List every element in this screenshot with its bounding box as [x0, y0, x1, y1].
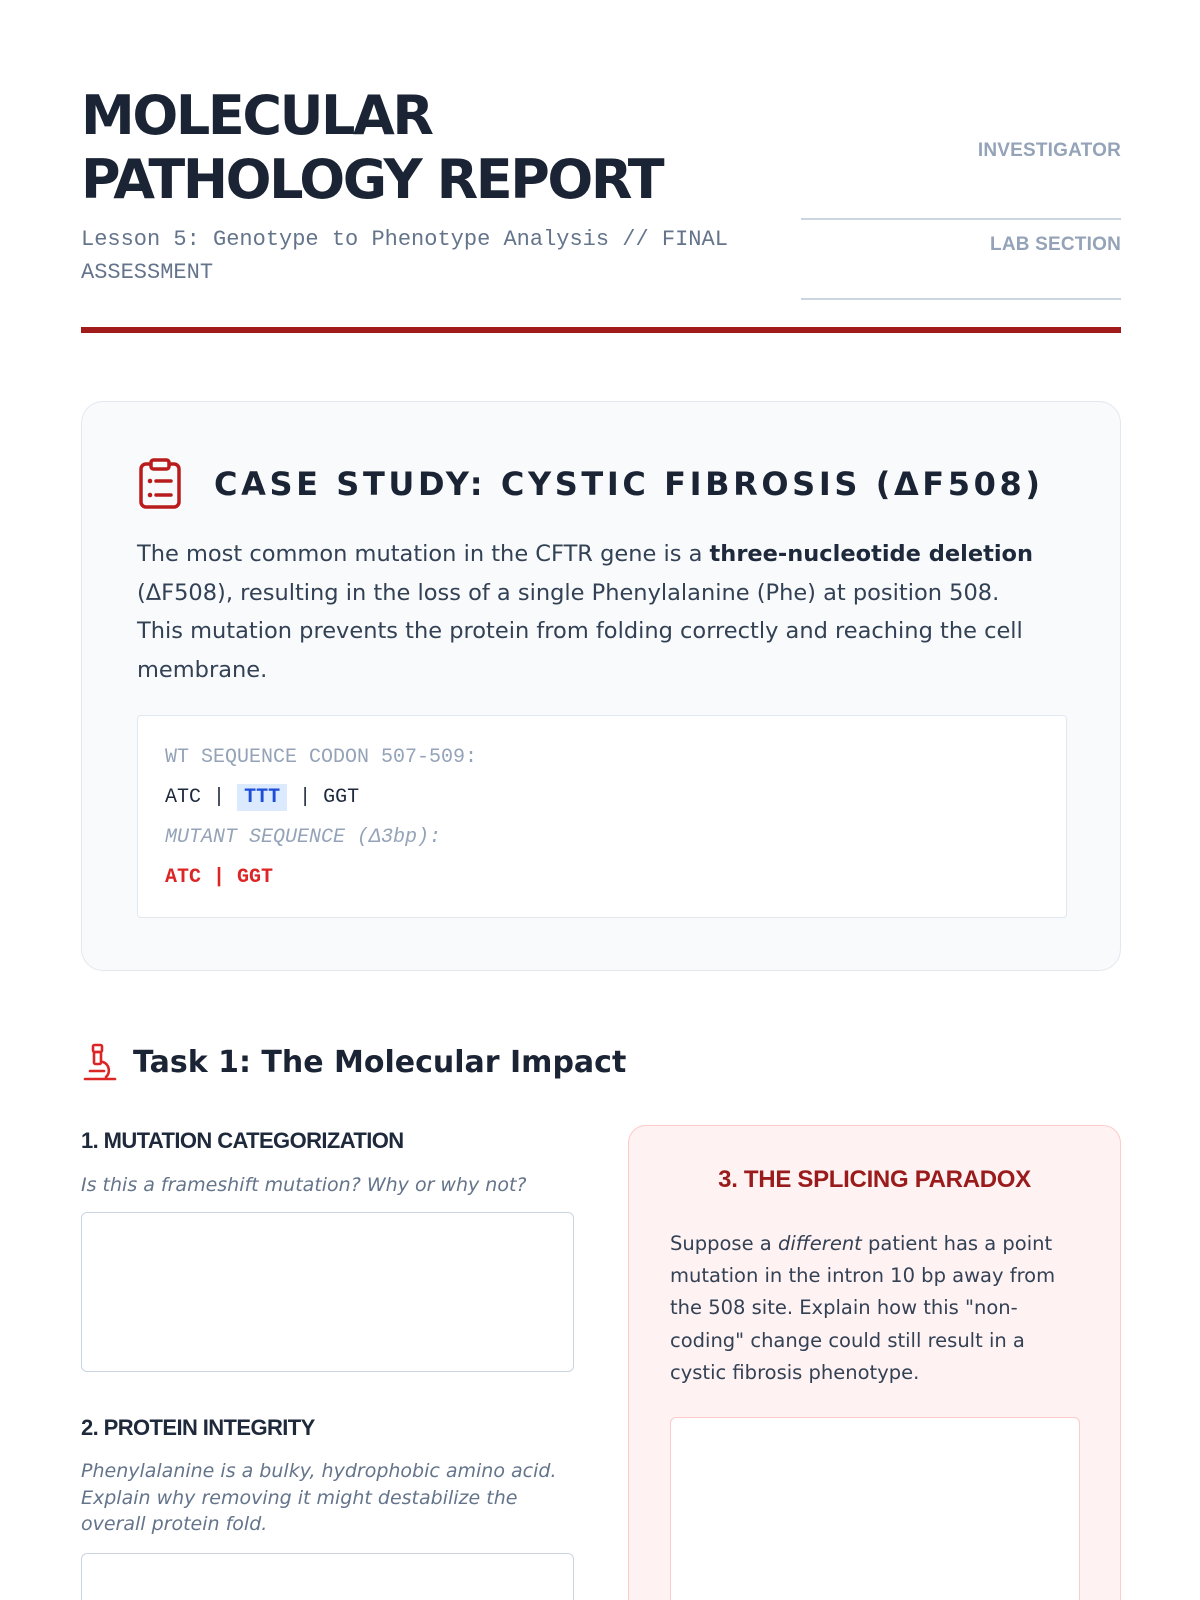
case-body-emphasis: three-nucleotide deletion — [709, 541, 1034, 567]
microscope-icon — [81, 1042, 119, 1082]
question-2-prompt: Phenylalanine is a bulky, hydrophobic amino acid. Explain why removing it might destabilize the overall protein fold. — [81, 1460, 557, 1535]
question-3-prompt — [670, 1228, 1080, 1389]
question-3-answer-box[interactable] — [670, 1417, 1080, 1600]
case-study-title: CASE STUDY: CYSTIC FIBROSIS (ΔF508) — [214, 465, 1044, 503]
sequence-box — [137, 715, 1067, 918]
mutant-sequence-label: MUTANT SEQUENCE (Δ3bp): — [165, 826, 442, 849]
question-1-answer-box[interactable] — [81, 1212, 574, 1372]
codon-separator: | — [299, 786, 312, 809]
case-body-intro: The most common mutation in the CFTR gene is a — [137, 541, 710, 567]
investigator-field[interactable] — [801, 140, 1121, 220]
task-1-heading — [81, 1040, 626, 1084]
header-fields — [801, 140, 1121, 300]
question-2-answer-box[interactable] — [81, 1553, 574, 1600]
page-subtitle: Lesson 5: Genotype to Phenotype Analysis // FINAL ASSESSMENT — [81, 227, 728, 285]
title-line-2: PATHOLOGY REPORT — [81, 148, 663, 211]
paradox-text-emphasis: different — [777, 1232, 862, 1255]
question-1-prompt: Is this a frameshift mutation? Why or why not? — [81, 1174, 527, 1196]
wt-codon-507: ATC — [165, 786, 202, 809]
case-body-rest: (ΔF508), resulting in the loss of a single Phenylalanine (Phe) at position 508. This mutation prevents the protein from folding correctly and reaching the cell membrane. — [137, 579, 1023, 683]
splicing-paradox-card — [628, 1125, 1121, 1600]
investigator-label: INVESTIGATOR — [977, 140, 1121, 161]
paradox-text-intro: Suppose a — [670, 1232, 778, 1255]
title-line-1: MOLECULAR — [81, 84, 432, 147]
report-header — [81, 84, 1121, 334]
question-3-title: 3. THE SPLICING PARADOX — [718, 1166, 1031, 1193]
codon-separator: | — [213, 786, 226, 809]
clipboard-list-icon — [138, 458, 182, 510]
page-title — [81, 84, 781, 212]
question-2-title: 2. PROTEIN INTEGRITY — [81, 1415, 315, 1440]
wt-sequence-label: WT SEQUENCE CODON 507-509: — [165, 746, 478, 769]
paradox-text-rest: patient has a point mutation in the intron 10 bp away from the 508 site. Explain how this "non-coding" change could still result in a cystic fibrosis phenotype. — [670, 1232, 1056, 1384]
case-study-card — [81, 401, 1121, 971]
header-divider — [81, 327, 1121, 333]
lab-section-field[interactable] — [801, 220, 1121, 300]
wt-codon-509: GGT — [323, 786, 360, 809]
wt-codon-508-highlight: TTT — [237, 784, 287, 811]
mutant-sequence: ATC | GGT — [165, 866, 274, 889]
case-study-description — [137, 535, 1037, 689]
case-study-heading — [138, 456, 1044, 512]
question-1-title: 1. MUTATION CATEGORIZATION — [81, 1128, 404, 1153]
task-1-title: Task 1: The Molecular Impact — [133, 1044, 627, 1080]
wt-sequence — [165, 778, 1039, 818]
lab-section-label: LAB SECTION — [990, 234, 1121, 255]
